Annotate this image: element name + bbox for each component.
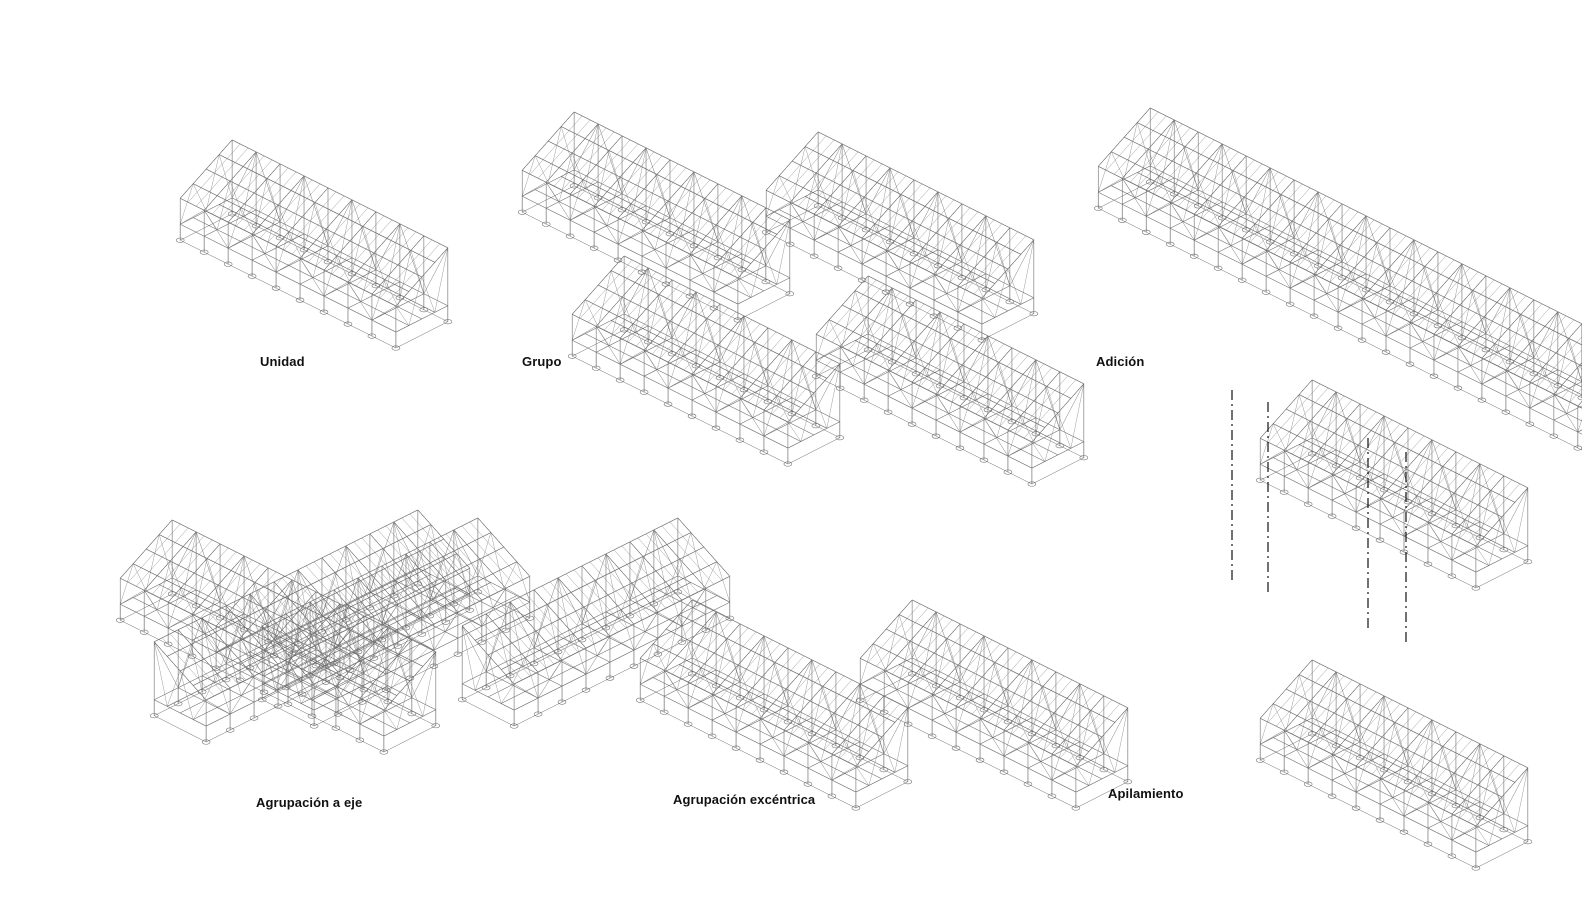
truss-module xyxy=(800,560,1208,848)
caption-agrupaci-n-a-eje: Agrupación a eje xyxy=(256,795,363,810)
stacking-connector xyxy=(1190,380,1440,685)
caption-agrupaci-n-exc-ntrica: Agrupación excéntrica xyxy=(673,792,816,807)
caption-grupo: Grupo xyxy=(522,354,562,369)
truss-module xyxy=(182,478,590,766)
caption-unidad: Unidad xyxy=(260,354,305,369)
caption-apilamiento: Apilamiento xyxy=(1108,786,1184,801)
caption-adici-n: Adición xyxy=(1096,354,1145,369)
